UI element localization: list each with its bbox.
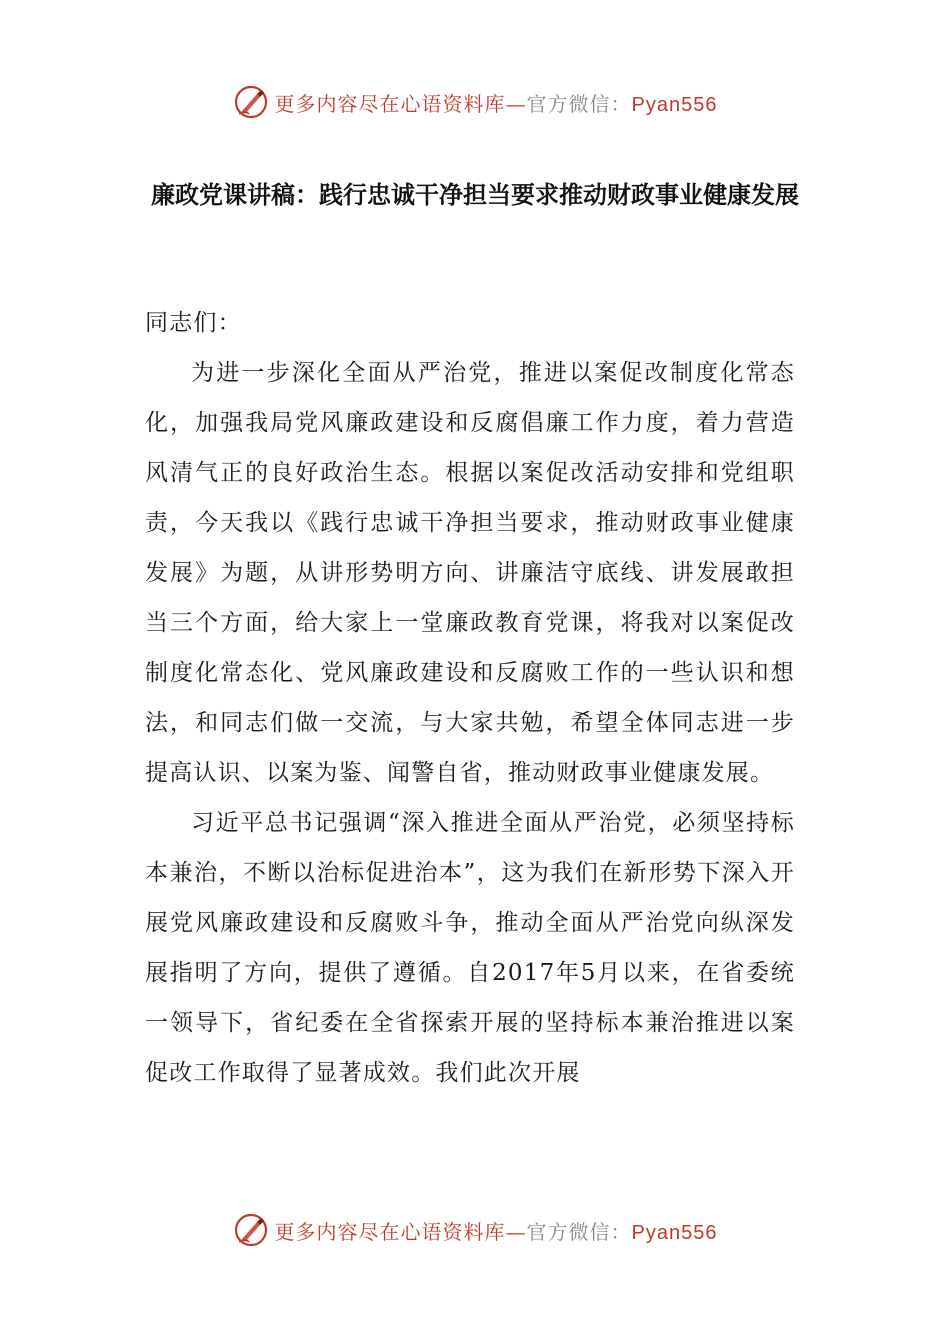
brand-wechat-id: Pyan556	[631, 1221, 718, 1244]
header-watermark-banner	[0, 80, 950, 124]
brand-site-name: 更多内容尽在心语资料库	[274, 91, 506, 116]
pen-logo-icon	[233, 1212, 269, 1248]
brand-wechat-id: Pyan556	[631, 93, 718, 116]
brand-official-label: 官方微信：	[526, 1219, 632, 1244]
paragraph-2: 习近平总书记强调“深入推进全面从严治党，必须坚持标本兼治，不断以治标促进治本”，这为我们在新形势下深入开展党风廉政建设和反腐败斗争，推动全面从严治党向纵深发展指明了方向，提供了遵循。自2017年5月以来，在省委统一领导下，省纪委在全省探索开展的坚持标本兼治推进以案促改工作取得了显著成效。我们此次开展	[145, 810, 795, 1086]
document-title: 廉政党课讲稿：践行忠诚干净担当要求推动财政事业健康发展	[151, 180, 799, 209]
pen-logo-icon	[233, 84, 269, 120]
document-body	[145, 298, 795, 1098]
salutation: 同志们：	[145, 310, 242, 336]
brand-dash: —	[505, 91, 527, 116]
paragraph-1: 为进一步深化全面从严治党，推进以案促改制度化常态化，加强我局党风廉政建设和反腐倡廉工作力度，着力营造风清气正的良好政治生态。根据以案促改活动安排和党组职责，今天我以《践行忠诚干净担当要求，推动财政事业健康发展》为题，从讲形势明方向、讲廉洁守底线、讲发展敢担当三个方面，给大家上一堂廉政教育党课，将我对以案促改制度化常态化、党风廉政建设和反腐败工作的一些认识和想法，和同志们做一交流，与大家共勉，希望全体同志进一步提高认识、以案为鉴、闻警自省，推动财政事业健康发展。	[145, 360, 795, 786]
brand-official-label: 官方微信：	[526, 91, 632, 116]
brand-dash: —	[505, 1219, 527, 1244]
brand-site-name: 更多内容尽在心语资料库	[274, 1219, 506, 1244]
footer-watermark-banner	[0, 1208, 950, 1252]
